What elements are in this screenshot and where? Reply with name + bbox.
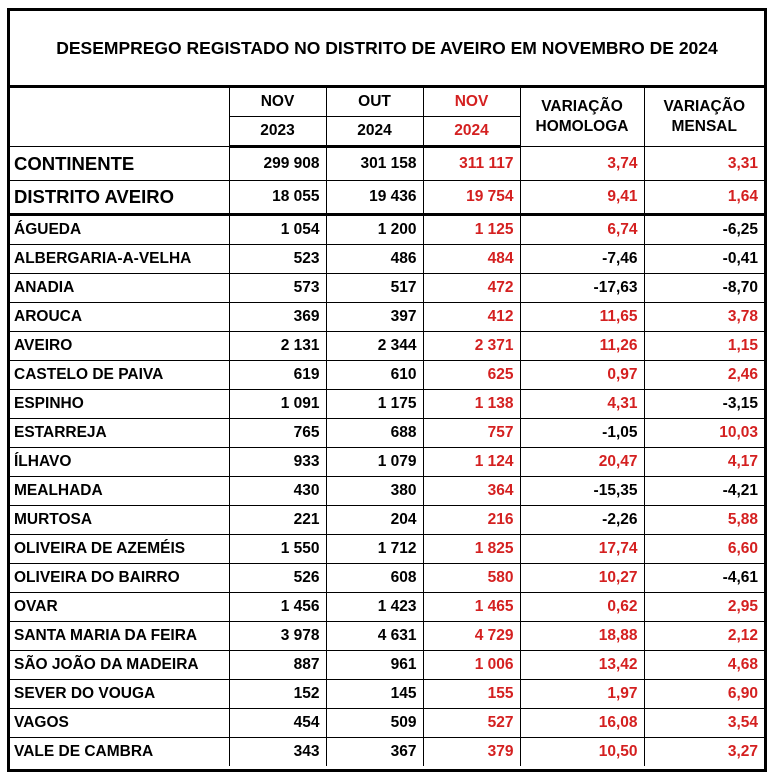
header-nov2023-year: 2023: [229, 117, 326, 147]
variacao-mensal-value: 6,90: [644, 680, 764, 709]
municipality-name: ANADIA: [10, 274, 229, 303]
out2024-value: 961: [326, 651, 423, 680]
nov2024-value: 379: [423, 738, 520, 767]
variacao-mensal-value: -4,21: [644, 477, 764, 506]
header-variacao-mensal: [644, 88, 764, 147]
nov2024-value: 1 124: [423, 448, 520, 477]
header-mensal-line2: MENSAL: [671, 118, 737, 135]
nov2023-value: 18 055: [229, 181, 326, 215]
nov2023-value: 343: [229, 738, 326, 767]
nov2024-value: 484: [423, 245, 520, 274]
out2024-value: 688: [326, 419, 423, 448]
nov2024-value: 1 465: [423, 593, 520, 622]
header-homologa-line2: HOMOLOGA: [535, 118, 629, 135]
out2024-value: 1 079: [326, 448, 423, 477]
variacao-homologa-value: 4,31: [520, 390, 644, 419]
total-row: [10, 181, 764, 215]
nov2024-value: 155: [423, 680, 520, 709]
variacao-homologa-value: 9,41: [520, 181, 644, 215]
variacao-mensal-value: 1,15: [644, 332, 764, 361]
page-title: DESEMPREGO REGISTADO NO DISTRITO DE AVEIRO EM NOVEMBRO DE 2024: [56, 37, 718, 58]
header-homologa-line1: VARIAÇÃO: [541, 98, 623, 115]
variacao-mensal-value: 3,78: [644, 303, 764, 332]
table-row: [10, 245, 764, 274]
out2024-value: 610: [326, 361, 423, 390]
out2024-value: 301 158: [326, 147, 423, 181]
variacao-homologa-value: 18,88: [520, 622, 644, 651]
table-row: [10, 738, 764, 767]
variacao-homologa-value: 11,65: [520, 303, 644, 332]
municipality-name: ALBERGARIA-A-VELHA: [10, 245, 229, 274]
nov2023-value: 369: [229, 303, 326, 332]
out2024-value: 4 631: [326, 622, 423, 651]
municipality-name: SEVER DO VOUGA: [10, 680, 229, 709]
nov2023-value: 152: [229, 680, 326, 709]
municipality-name: ÍLHAVO: [10, 448, 229, 477]
nov2024-value: 364: [423, 477, 520, 506]
out2024-value: 367: [326, 738, 423, 767]
out2024-value: 509: [326, 709, 423, 738]
unemployment-table: [10, 88, 764, 766]
table-row: [10, 477, 764, 506]
nov2023-value: 299 908: [229, 147, 326, 181]
out2024-value: 1 175: [326, 390, 423, 419]
header-out2024-year: 2024: [326, 117, 423, 147]
variacao-homologa-value: 16,08: [520, 709, 644, 738]
out2024-value: 19 436: [326, 181, 423, 215]
nov2024-value: 216: [423, 506, 520, 535]
table-row: [10, 274, 764, 303]
nov2024-value: 757: [423, 419, 520, 448]
nov2024-value: 1 125: [423, 215, 520, 245]
variacao-homologa-value: 17,74: [520, 535, 644, 564]
variacao-homologa-value: 0,62: [520, 593, 644, 622]
nov2024-value: 472: [423, 274, 520, 303]
out2024-value: 397: [326, 303, 423, 332]
municipality-name: MURTOSA: [10, 506, 229, 535]
total-row: [10, 147, 764, 181]
municipality-name: DISTRITO AVEIRO: [10, 181, 229, 215]
variacao-homologa-value: -2,26: [520, 506, 644, 535]
nov2023-value: 619: [229, 361, 326, 390]
nov2023-value: 1 091: [229, 390, 326, 419]
municipality-name: OLIVEIRA DO BAIRRO: [10, 564, 229, 593]
table-row: [10, 448, 764, 477]
out2024-value: 1 712: [326, 535, 423, 564]
nov2023-value: 765: [229, 419, 326, 448]
municipality-name: CONTINENTE: [10, 147, 229, 181]
nov2024-value: 625: [423, 361, 520, 390]
variacao-mensal-value: 2,12: [644, 622, 764, 651]
header-out2024-month: OUT: [326, 88, 423, 117]
municipality-name: SANTA MARIA DA FEIRA: [10, 622, 229, 651]
header-variacao-homologa: [520, 88, 644, 147]
variacao-homologa-value: -1,05: [520, 419, 644, 448]
header-nov2024-month: NOV: [423, 88, 520, 117]
header-blank-cell: [10, 88, 229, 147]
table-row: [10, 390, 764, 419]
municipality-name: VAGOS: [10, 709, 229, 738]
table-row: [10, 506, 764, 535]
table-row: [10, 535, 764, 564]
variacao-homologa-value: 1,97: [520, 680, 644, 709]
nov2024-value: 1 825: [423, 535, 520, 564]
out2024-value: 517: [326, 274, 423, 303]
nov2023-value: 221: [229, 506, 326, 535]
nov2023-value: 430: [229, 477, 326, 506]
header-nov2023-month: NOV: [229, 88, 326, 117]
municipality-name: MEALHADA: [10, 477, 229, 506]
table-row: [10, 564, 764, 593]
nov2024-value: 1 006: [423, 651, 520, 680]
variacao-mensal-value: 5,88: [644, 506, 764, 535]
municipality-name: OLIVEIRA DE AZEMÉIS: [10, 535, 229, 564]
variacao-homologa-value: -15,35: [520, 477, 644, 506]
municipality-name: CASTELO DE PAIVA: [10, 361, 229, 390]
table-frame: [7, 8, 767, 772]
variacao-homologa-value: 3,74: [520, 147, 644, 181]
nov2024-value: 2 371: [423, 332, 520, 361]
municipality-name: OVAR: [10, 593, 229, 622]
nov2024-value: 1 138: [423, 390, 520, 419]
variacao-mensal-value: 6,60: [644, 535, 764, 564]
nov2023-value: 887: [229, 651, 326, 680]
variacao-mensal-value: 2,46: [644, 361, 764, 390]
out2024-value: 204: [326, 506, 423, 535]
out2024-value: 380: [326, 477, 423, 506]
table-row: [10, 622, 764, 651]
municipality-name: AROUCA: [10, 303, 229, 332]
municipality-name: AVEIRO: [10, 332, 229, 361]
variacao-homologa-value: 6,74: [520, 215, 644, 245]
variacao-homologa-value: 10,50: [520, 738, 644, 767]
municipality-name: ESTARREJA: [10, 419, 229, 448]
out2024-value: 2 344: [326, 332, 423, 361]
variacao-homologa-value: -7,46: [520, 245, 644, 274]
table-row: [10, 419, 764, 448]
variacao-mensal-value: 4,17: [644, 448, 764, 477]
nov2024-value: 527: [423, 709, 520, 738]
nov2023-value: 933: [229, 448, 326, 477]
nov2024-value: 311 117: [423, 147, 520, 181]
nov2024-value: 412: [423, 303, 520, 332]
table-row: [10, 709, 764, 738]
nov2023-value: 3 978: [229, 622, 326, 651]
variacao-mensal-value: -0,41: [644, 245, 764, 274]
variacao-mensal-value: 2,95: [644, 593, 764, 622]
nov2023-value: 523: [229, 245, 326, 274]
nov2023-value: 1 456: [229, 593, 326, 622]
header-nov2024-year: 2024: [423, 117, 520, 147]
municipality-name: ÁGUEDA: [10, 215, 229, 245]
nov2024-value: 19 754: [423, 181, 520, 215]
nov2024-value: 4 729: [423, 622, 520, 651]
nov2023-value: 2 131: [229, 332, 326, 361]
variacao-homologa-value: 20,47: [520, 448, 644, 477]
variacao-mensal-value: -6,25: [644, 215, 764, 245]
nov2023-value: 454: [229, 709, 326, 738]
table-row: [10, 593, 764, 622]
variacao-homologa-value: 0,97: [520, 361, 644, 390]
variacao-mensal-value: 3,27: [644, 738, 764, 767]
out2024-value: 145: [326, 680, 423, 709]
variacao-homologa-value: 10,27: [520, 564, 644, 593]
variacao-mensal-value: -8,70: [644, 274, 764, 303]
variacao-mensal-value: 4,68: [644, 651, 764, 680]
variacao-mensal-value: 10,03: [644, 419, 764, 448]
table-row: [10, 303, 764, 332]
table-row: [10, 651, 764, 680]
out2024-value: 1 200: [326, 215, 423, 245]
nov2023-value: 526: [229, 564, 326, 593]
table-row: [10, 332, 764, 361]
out2024-value: 1 423: [326, 593, 423, 622]
header-row-1: [10, 88, 764, 117]
variacao-homologa-value: 13,42: [520, 651, 644, 680]
title-box: [10, 11, 764, 88]
nov2023-value: 573: [229, 274, 326, 303]
variacao-mensal-value: 3,31: [644, 147, 764, 181]
variacao-mensal-value: -3,15: [644, 390, 764, 419]
variacao-homologa-value: -17,63: [520, 274, 644, 303]
table-row: [10, 215, 764, 245]
municipality-name: VALE DE CAMBRA: [10, 738, 229, 767]
nov2023-value: 1 550: [229, 535, 326, 564]
nov2024-value: 580: [423, 564, 520, 593]
header-mensal-line1: VARIAÇÃO: [663, 98, 746, 115]
municipality-name: ESPINHO: [10, 390, 229, 419]
variacao-mensal-value: -4,61: [644, 564, 764, 593]
variacao-homologa-value: 11,26: [520, 332, 644, 361]
table-row: [10, 680, 764, 709]
variacao-mensal-value: 3,54: [644, 709, 764, 738]
municipality-name: SÃO JOÃO DA MADEIRA: [10, 651, 229, 680]
variacao-mensal-value: 1,64: [644, 181, 764, 215]
table-row: [10, 361, 764, 390]
nov2023-value: 1 054: [229, 215, 326, 245]
out2024-value: 608: [326, 564, 423, 593]
out2024-value: 486: [326, 245, 423, 274]
